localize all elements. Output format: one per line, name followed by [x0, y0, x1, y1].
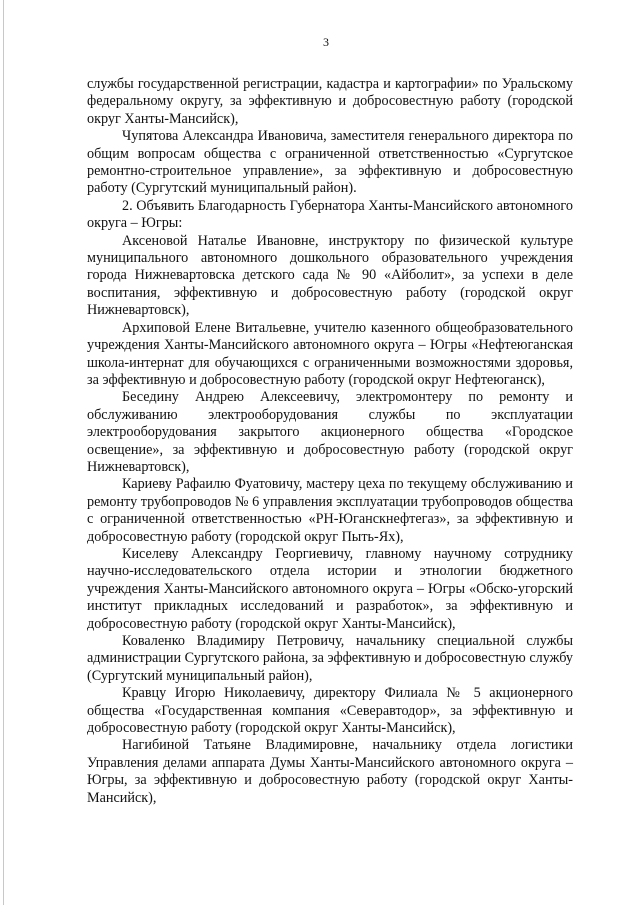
page-number: 3 [323, 35, 329, 49]
paragraph-kiselev: Киселеву Александру Георгиевичу, главному научному сотруднику научно-исследовательского отдела истории и этнологии бюджетного учреждения Ханты-Мансийского автономного округа – Югры «Обско-угорский институт прикладных исследований и разработок», за эффективную и добросовестную работу (городской округ Ханты-Мансийск), [87, 545, 573, 632]
page-edge [3, 0, 4, 905]
paragraph-nagibina: Нагибиной Татьяне Владимировне, начальнику отдела логистики Управления делами аппарата Думы Ханты-Мансийского автономного округа – Югры, за эффективную и добросовестную работу (городской округ Ханты-Мансийск), [87, 737, 573, 806]
paragraph-arkhipova: Архиповой Елене Витальевне, учителю казенного общеобразовательного учреждения Ханты-Мансийского автономного округа – Югры «Нефтеюганская школа-интернат для обучающихся с ограниченными возможностями здоровья, за эффективную и добросовестную работу (городской округ Нефтеюганск), [87, 319, 573, 388]
paragraph-kovalenko: Коваленко Владимиру Петровичу, начальнику специальной службы администрации Сургутского района, за эффективную и добросовестную службу (Сургутский муниципальный район), [87, 633, 573, 684]
paragraph-continuation: службы государственной регистрации, кадастра и картографии» по Уральскому федеральному округу, за эффективную и добросовестную работу (городской округ Ханты-Мансийск), [87, 76, 573, 127]
paragraph-section-2: 2. Объявить Благодарность Губернатора Ханты-Мансийского автономного округа – Югры: [87, 197, 573, 232]
paragraph-chupyatov: Чупятова Александра Ивановича, заместителя генерального директора по общим вопросам общества с ограниченной ответственностью «Сургутское ремонтно-строительное управление», за эффективную и добросовестную работу (Сургутский муниципальный район). [87, 128, 573, 197]
paragraph-kravets: Кравцу Игорю Николаевичу, директору Филиала № 5 акционерного общества «Государственная компания «Северавтодор», за эффективную и добросовестную работу (городской округ Ханты-Мансийск), [87, 685, 573, 737]
paragraph-kariev: Кариеву Рафаилю Фуатовичу, мастеру цеха по текущему обслуживанию и ремонту трубопроводов № 6 управления эксплуатации трубопроводов общества с ограниченной ответственностью «РН-Юганскнефтегаз», за эффективную и добросовестную работу (городской округ Пыть-Ях), [87, 476, 573, 545]
paragraph-besedin: Беседину Андрею Алексеевичу, электромонтеру по ремонту и обслуживанию электрооборудования службы по эксплуатации электрооборудования закрытого акционерного общества «Городское освещение», за эффективную и добросовестную работу (городской округ Нижневартовск), [87, 389, 573, 475]
document-body [87, 76, 573, 807]
paragraph-aksenova: Аксеновой Наталье Ивановне, инструктору по физической культуре муниципального автономного дошкольного образовательного учреждения города Нижневартовска детского сада № 90 «Айболит», за успехи в деле воспитания, эффективную и добросовестную работу (городской округ Нижневартовск), [87, 232, 573, 319]
